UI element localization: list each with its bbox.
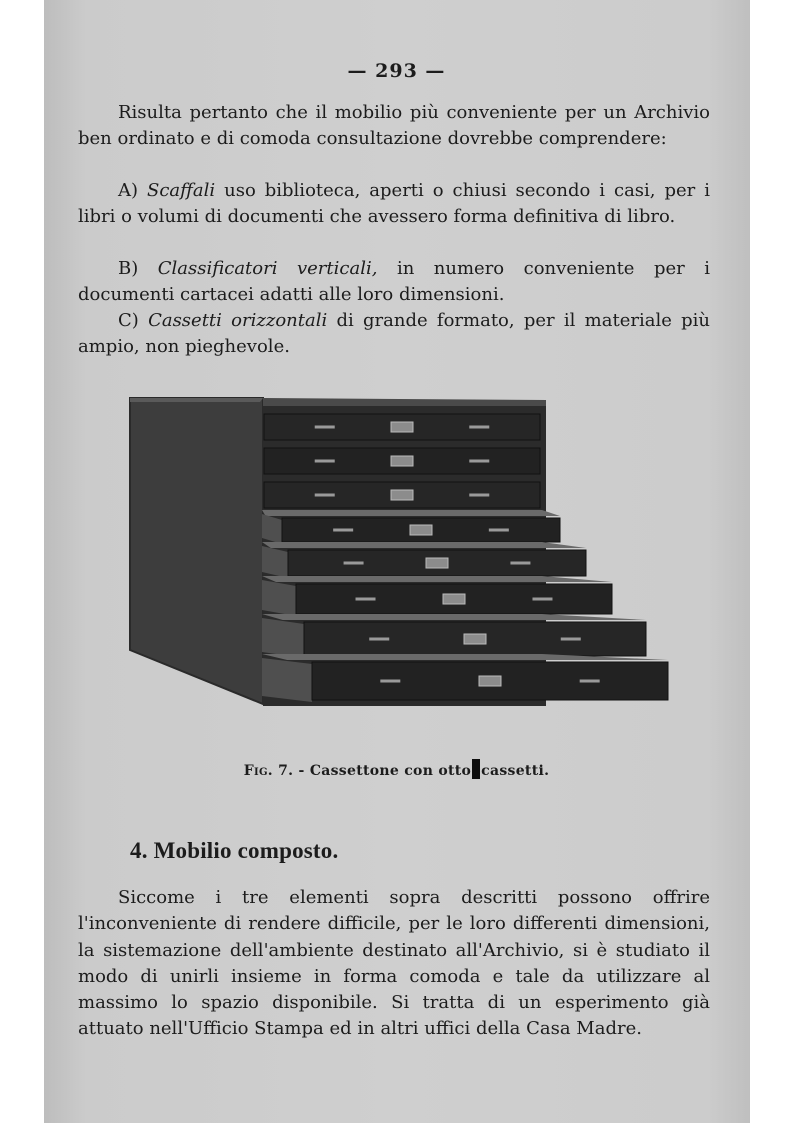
ink-blot — [472, 759, 480, 779]
drawer — [262, 542, 586, 578]
list-term-b: Classificatori verticali, — [157, 258, 378, 279]
list-term-a: Scaffali — [147, 180, 216, 201]
list-marker-a: A) — [118, 180, 139, 201]
drawer — [262, 510, 560, 544]
figure-label: Fig. 7. - — [243, 763, 305, 779]
intro-paragraph — [78, 100, 710, 152]
list-term-c: Cassetti orizzontali — [148, 310, 328, 331]
drawers — [262, 414, 668, 702]
cabinet-photo — [128, 392, 673, 752]
drawer — [264, 482, 540, 508]
figure-caption-text: Cassettone con otto — [304, 763, 472, 779]
page-number: — 293 — — [347, 60, 446, 82]
list-item-c — [78, 308, 710, 360]
list-marker-c: C) — [118, 310, 139, 331]
list-text-a: uso biblioteca, aperti o chiusi secondo i casi, per i libri o volumi di documenti che avessero forma definitiva di libro. — [78, 180, 710, 227]
list-text-c: di grande formato, per il materiale più ampio, non pieghevole. — [78, 310, 710, 357]
section-heading: 4. Mobilio composto. — [130, 838, 339, 863]
list-item-a — [78, 178, 710, 230]
list-item-b — [78, 256, 710, 308]
list-text-b: in numero conveniente per i documenti cartacei adatti alle loro dimensioni. — [78, 258, 710, 305]
list-marker-b: B) — [118, 258, 139, 279]
drawer — [264, 448, 540, 474]
figure-caption-text-end: cassetti. — [481, 763, 550, 779]
intro-text: Risulta pertanto che il mobilio più conveniente per un Archivio ben ordinato e di comoda consultazione dovrebbe comprendere: — [78, 102, 710, 149]
body-text: Siccome i tre elementi sopra descritti possono offrire l'inconveniente di rendere difficile, per le loro differenti dimensioni, la sistemazione dell'ambiente destinato all'Archivio, si è studiato il modo di unirli insieme in forma comoda e tale da utilizzare al massimo lo spazio disponibile. Si tratta di un esperimento già attuato nell'Ufficio Stampa ed in altri uffici della Casa Madre. — [78, 887, 710, 1040]
figure-caption — [0, 759, 793, 779]
drawer — [262, 576, 612, 616]
body-paragraph — [78, 885, 710, 1043]
drawer — [264, 414, 540, 440]
